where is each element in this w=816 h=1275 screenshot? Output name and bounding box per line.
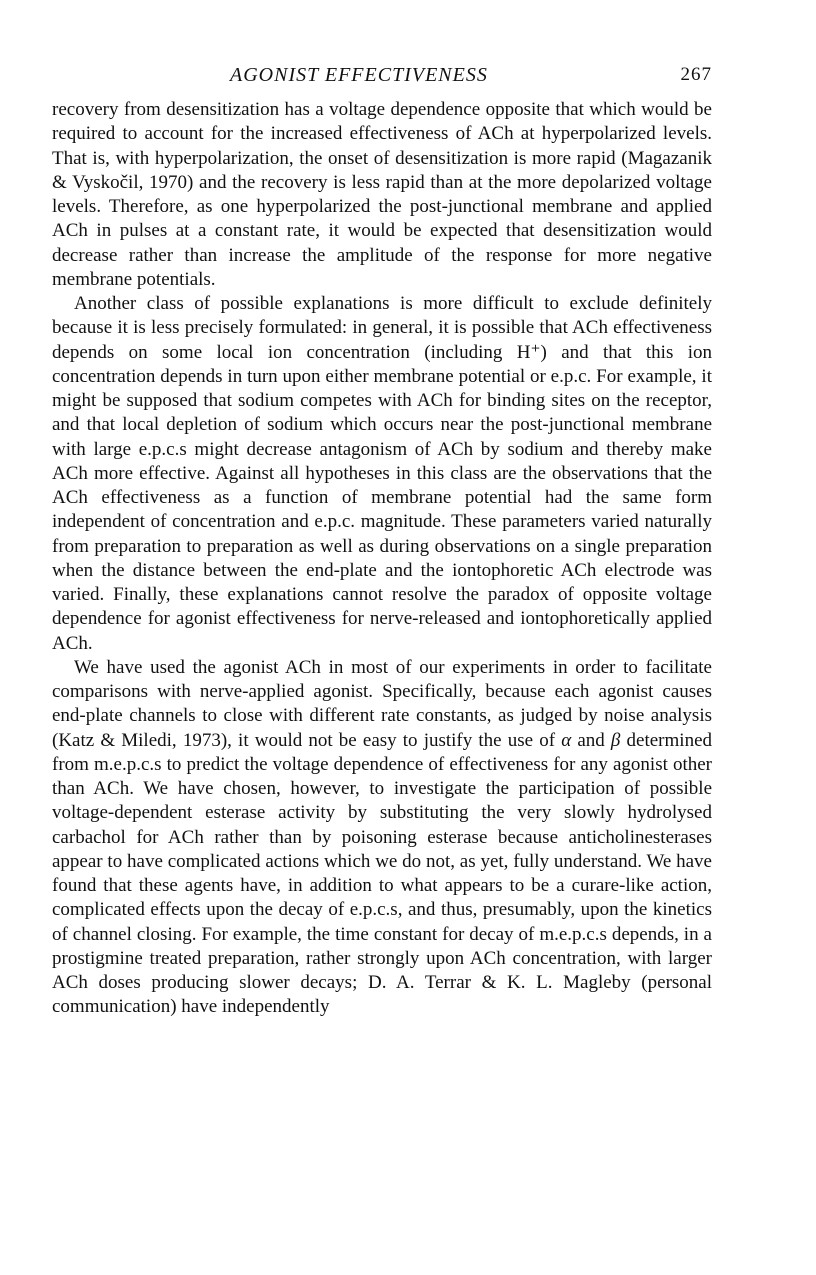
running-title: AGONIST EFFECTIVENESS — [230, 64, 488, 86]
paragraph-desensitization: recovery from desensitization has a voltage dependence opposite that which would be required to account for the increased effectiveness of ACh at hyperpolarized levels. That is, with hyperpolarization, the onset of desensitization is more rapid (Magazanik & Vyskočil, 1970) and the recovery is less rapid than at the more depolarized voltage levels. Therefore, as one hyperpolarized the post-junctional membrane and applied ACh in pulses at a constant rate, it would be expected that desensitization would decrease rather than increase the amplitude of the response for more negative membrane potentials. — [52, 99, 712, 290]
body-text — [52, 98, 712, 1020]
paragraph-agonist-text-3: determined from m.e.p.c.s to predict the voltage dependence of effectiveness for any agonist other than ACh. We have chosen, however, to investigate the participation of possible voltage-dependent esterase activity by substituting the very slowly hydrolysed carbachol for ACh rather than by poisoning esterase because anticholinesterases appear to have complicated actions which we do not, as yet, fully understand. We have found that these agents have, in addition to what appears to be a curare-like action, complicated effects upon the decay of e.p.c.s, and thus, presumably, upon the kinetics of channel closing. For example, the time constant for decay of m.e.p.c.s depends, in a prostigmine treated preparation, rather strongly upon ACh concentration, with larger ACh doses producing slower decays; D. A. Terrar & K. L. Magleby (personal communication) have independently — [52, 729, 712, 1018]
paragraph-ion-concentration: Another class of possible explanations is more difficult to exclude definitely because it is less precisely formulated: in general, it is possible that ACh effectiveness depends on some local ion concentration (including H⁺) and that this ion concentration depends in turn upon either membrane potential or e.p.c. For example, it might be supposed that sodium competes with ACh for binding sites on the receptor, and that local depletion of sodium which occurs near the post-junctional membrane with large e.p.c.s might decrease antagonism of ACh by sodium and thereby make ACh more effective. Against all hypotheses in this class are the observations that the ACh effectiveness as a function of membrane potential had the same form independent of concentration and e.p.c. magnitude. These parameters varied naturally from preparation to preparation as well as during observations on a single preparation when the distance between the end-plate and the iontophoretic ACh electrode was varied. Finally, these explanations cannot resolve the paradox of opposite voltage dependence for agonist effectiveness for nerve-released and iontophoretically applied ACh. — [52, 293, 712, 654]
alpha-symbol: α — [561, 729, 572, 751]
page-number: 267 — [680, 64, 712, 85]
journal-page — [52, 64, 712, 1020]
page-header — [52, 64, 712, 94]
paragraph-agonist-text-1: We have used the agonist ACh in most of our experiments in order to facilitate comparisons with nerve-applied agonist. Specifically, because each agonist causes end-plate channels to close with different rate constants, as judged by noise analysis (Katz & Miledi, 1973), it would not be easy to justify the use of — [52, 656, 712, 751]
paragraph-agonist-text-2: and — [571, 729, 611, 751]
paragraph-agonist-ach — [52, 656, 712, 1020]
beta-symbol: β — [610, 729, 621, 751]
